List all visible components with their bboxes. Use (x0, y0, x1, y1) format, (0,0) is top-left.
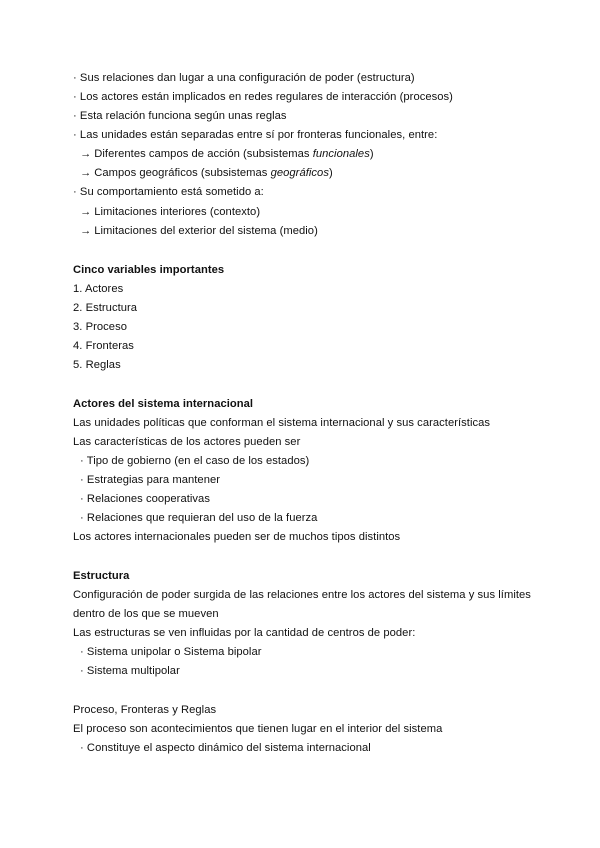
arrow-line-limitaciones-exterior (80, 224, 318, 238)
line-text: Limitaciones del exterior del sistema (medio) (94, 225, 318, 237)
bullet-line: · Estrategias para mantener (80, 474, 221, 486)
bullet-line: · Relaciones que requieran del uso de la fuerza (80, 512, 318, 524)
paragraph-line: dentro de los que se mueven (73, 608, 219, 620)
list-item-proceso: 3. Proceso (73, 321, 127, 333)
line-text: Diferentes campos de acción (subsistemas (94, 148, 313, 160)
paragraph-line: Las características de los actores pueden ser (73, 436, 301, 448)
line-text-end: ) (328, 167, 333, 179)
list-item-reglas: 5. Reglas (73, 359, 121, 371)
italic-term: geográficos (270, 167, 329, 179)
italic-term: funcionales (312, 148, 370, 160)
right-arrow-icon: → (80, 206, 92, 218)
arrow-line-limitaciones-interiores (80, 205, 260, 219)
bullet-line-fronteras: · Las unidades están separadas entre sí por fronteras funcionales, entre: (73, 129, 438, 141)
paragraph-line: Las estructuras se ven influidas por la cantidad de centros de poder: (73, 627, 416, 639)
right-arrow-icon: → (80, 225, 92, 237)
list-item-fronteras: 4. Fronteras (73, 340, 134, 352)
paragraph-line: Los actores internacionales pueden ser de muchos tipos distintos (73, 531, 401, 543)
bullet-line: · Sistema unipolar o Sistema bipolar (80, 646, 262, 658)
right-arrow-icon: → (80, 167, 92, 179)
bullet-line: · Relaciones cooperativas (80, 493, 210, 505)
section-heading-variables: Cinco variables importantes (73, 264, 225, 276)
arrow-line-funcionales (80, 147, 374, 161)
bullet-line-procesos: · Los actores están implicados en redes regulares de interacción (procesos) (73, 91, 453, 103)
line-text: Limitaciones interiores (contexto) (94, 206, 261, 218)
list-item-actores: 1. Actores (73, 283, 124, 295)
section-heading-estructura: Estructura (73, 570, 130, 582)
line-text-end: ) (369, 148, 374, 160)
bullet-line: · Sistema multipolar (80, 665, 180, 677)
list-item-estructura: 2. Estructura (73, 302, 138, 314)
bullet-line: · Tipo de gobierno (en el caso de los estados) (80, 455, 310, 467)
bullet-line-reglas: · Esta relación funciona según unas reglas (73, 110, 287, 122)
bullet-line-estructura: · Sus relaciones dan lugar a una configuración de poder (estructura) (73, 72, 415, 84)
section-heading-actores: Actores del sistema internacional (73, 398, 254, 410)
paragraph-line: El proceso son acontecimientos que tienen lugar en el interior del sistema (73, 723, 443, 735)
arrow-line-geograficos (80, 166, 333, 180)
paragraph-line: Configuración de poder surgida de las relaciones entre los actores del sistema y sus límites (73, 589, 531, 601)
section-heading-proceso: Proceso, Fronteras y Reglas (73, 704, 217, 716)
bullet-line-comportamiento: · Su comportamiento está sometido a: (73, 186, 264, 198)
line-text: Campos geográficos (subsistemas (94, 167, 271, 179)
right-arrow-icon: → (80, 148, 92, 160)
paragraph-line: Las unidades políticas que conforman el sistema internacional y sus características (73, 417, 491, 429)
bullet-line: · Constituye el aspecto dinámico del sistema internacional (80, 742, 371, 754)
